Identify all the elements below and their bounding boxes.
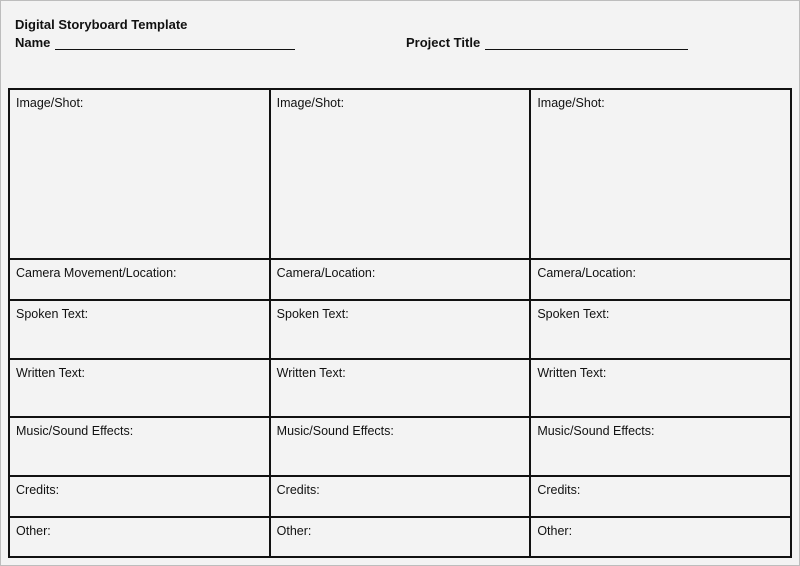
cell-credits-3[interactable]: Credits: <box>530 476 791 516</box>
cell-other-2[interactable]: Other: <box>270 517 531 557</box>
row-credits <box>9 476 791 516</box>
cell-music-sound-1[interactable]: Music/Sound Effects: <box>9 417 270 476</box>
project-title-label: Project Title <box>406 35 481 50</box>
document-title: Digital Storyboard Template <box>15 17 188 32</box>
row-image-shot <box>9 89 791 259</box>
cell-camera-1[interactable]: Camera Movement/Location: <box>9 259 270 299</box>
cell-image-shot-1[interactable]: Image/Shot: <box>9 89 270 259</box>
project-title-field <box>406 35 688 50</box>
storyboard-table <box>8 88 792 558</box>
cell-written-text-3[interactable]: Written Text: <box>530 359 791 418</box>
cell-other-3[interactable]: Other: <box>530 517 791 557</box>
row-spoken-text <box>9 300 791 359</box>
row-other <box>9 517 791 557</box>
cell-spoken-text-1[interactable]: Spoken Text: <box>9 300 270 359</box>
cell-image-shot-3[interactable]: Image/Shot: <box>530 89 791 259</box>
row-music-sound <box>9 417 791 476</box>
cell-written-text-1[interactable]: Written Text: <box>9 359 270 418</box>
name-field <box>15 35 295 50</box>
cell-spoken-text-2[interactable]: Spoken Text: <box>270 300 531 359</box>
project-title-blank-line[interactable] <box>485 37 688 50</box>
row-camera <box>9 259 791 299</box>
row-written-text <box>9 359 791 418</box>
cell-image-shot-2[interactable]: Image/Shot: <box>270 89 531 259</box>
cell-spoken-text-3[interactable]: Spoken Text: <box>530 300 791 359</box>
cell-camera-3[interactable]: Camera/Location: <box>530 259 791 299</box>
cell-music-sound-2[interactable]: Music/Sound Effects: <box>270 417 531 476</box>
cell-camera-2[interactable]: Camera/Location: <box>270 259 531 299</box>
cell-other-1[interactable]: Other: <box>9 517 270 557</box>
cell-music-sound-3[interactable]: Music/Sound Effects: <box>530 417 791 476</box>
name-blank-line[interactable] <box>55 37 295 50</box>
cell-written-text-2[interactable]: Written Text: <box>270 359 531 418</box>
name-label: Name <box>15 35 51 50</box>
cell-credits-2[interactable]: Credits: <box>270 476 531 516</box>
cell-credits-1[interactable]: Credits: <box>9 476 270 516</box>
